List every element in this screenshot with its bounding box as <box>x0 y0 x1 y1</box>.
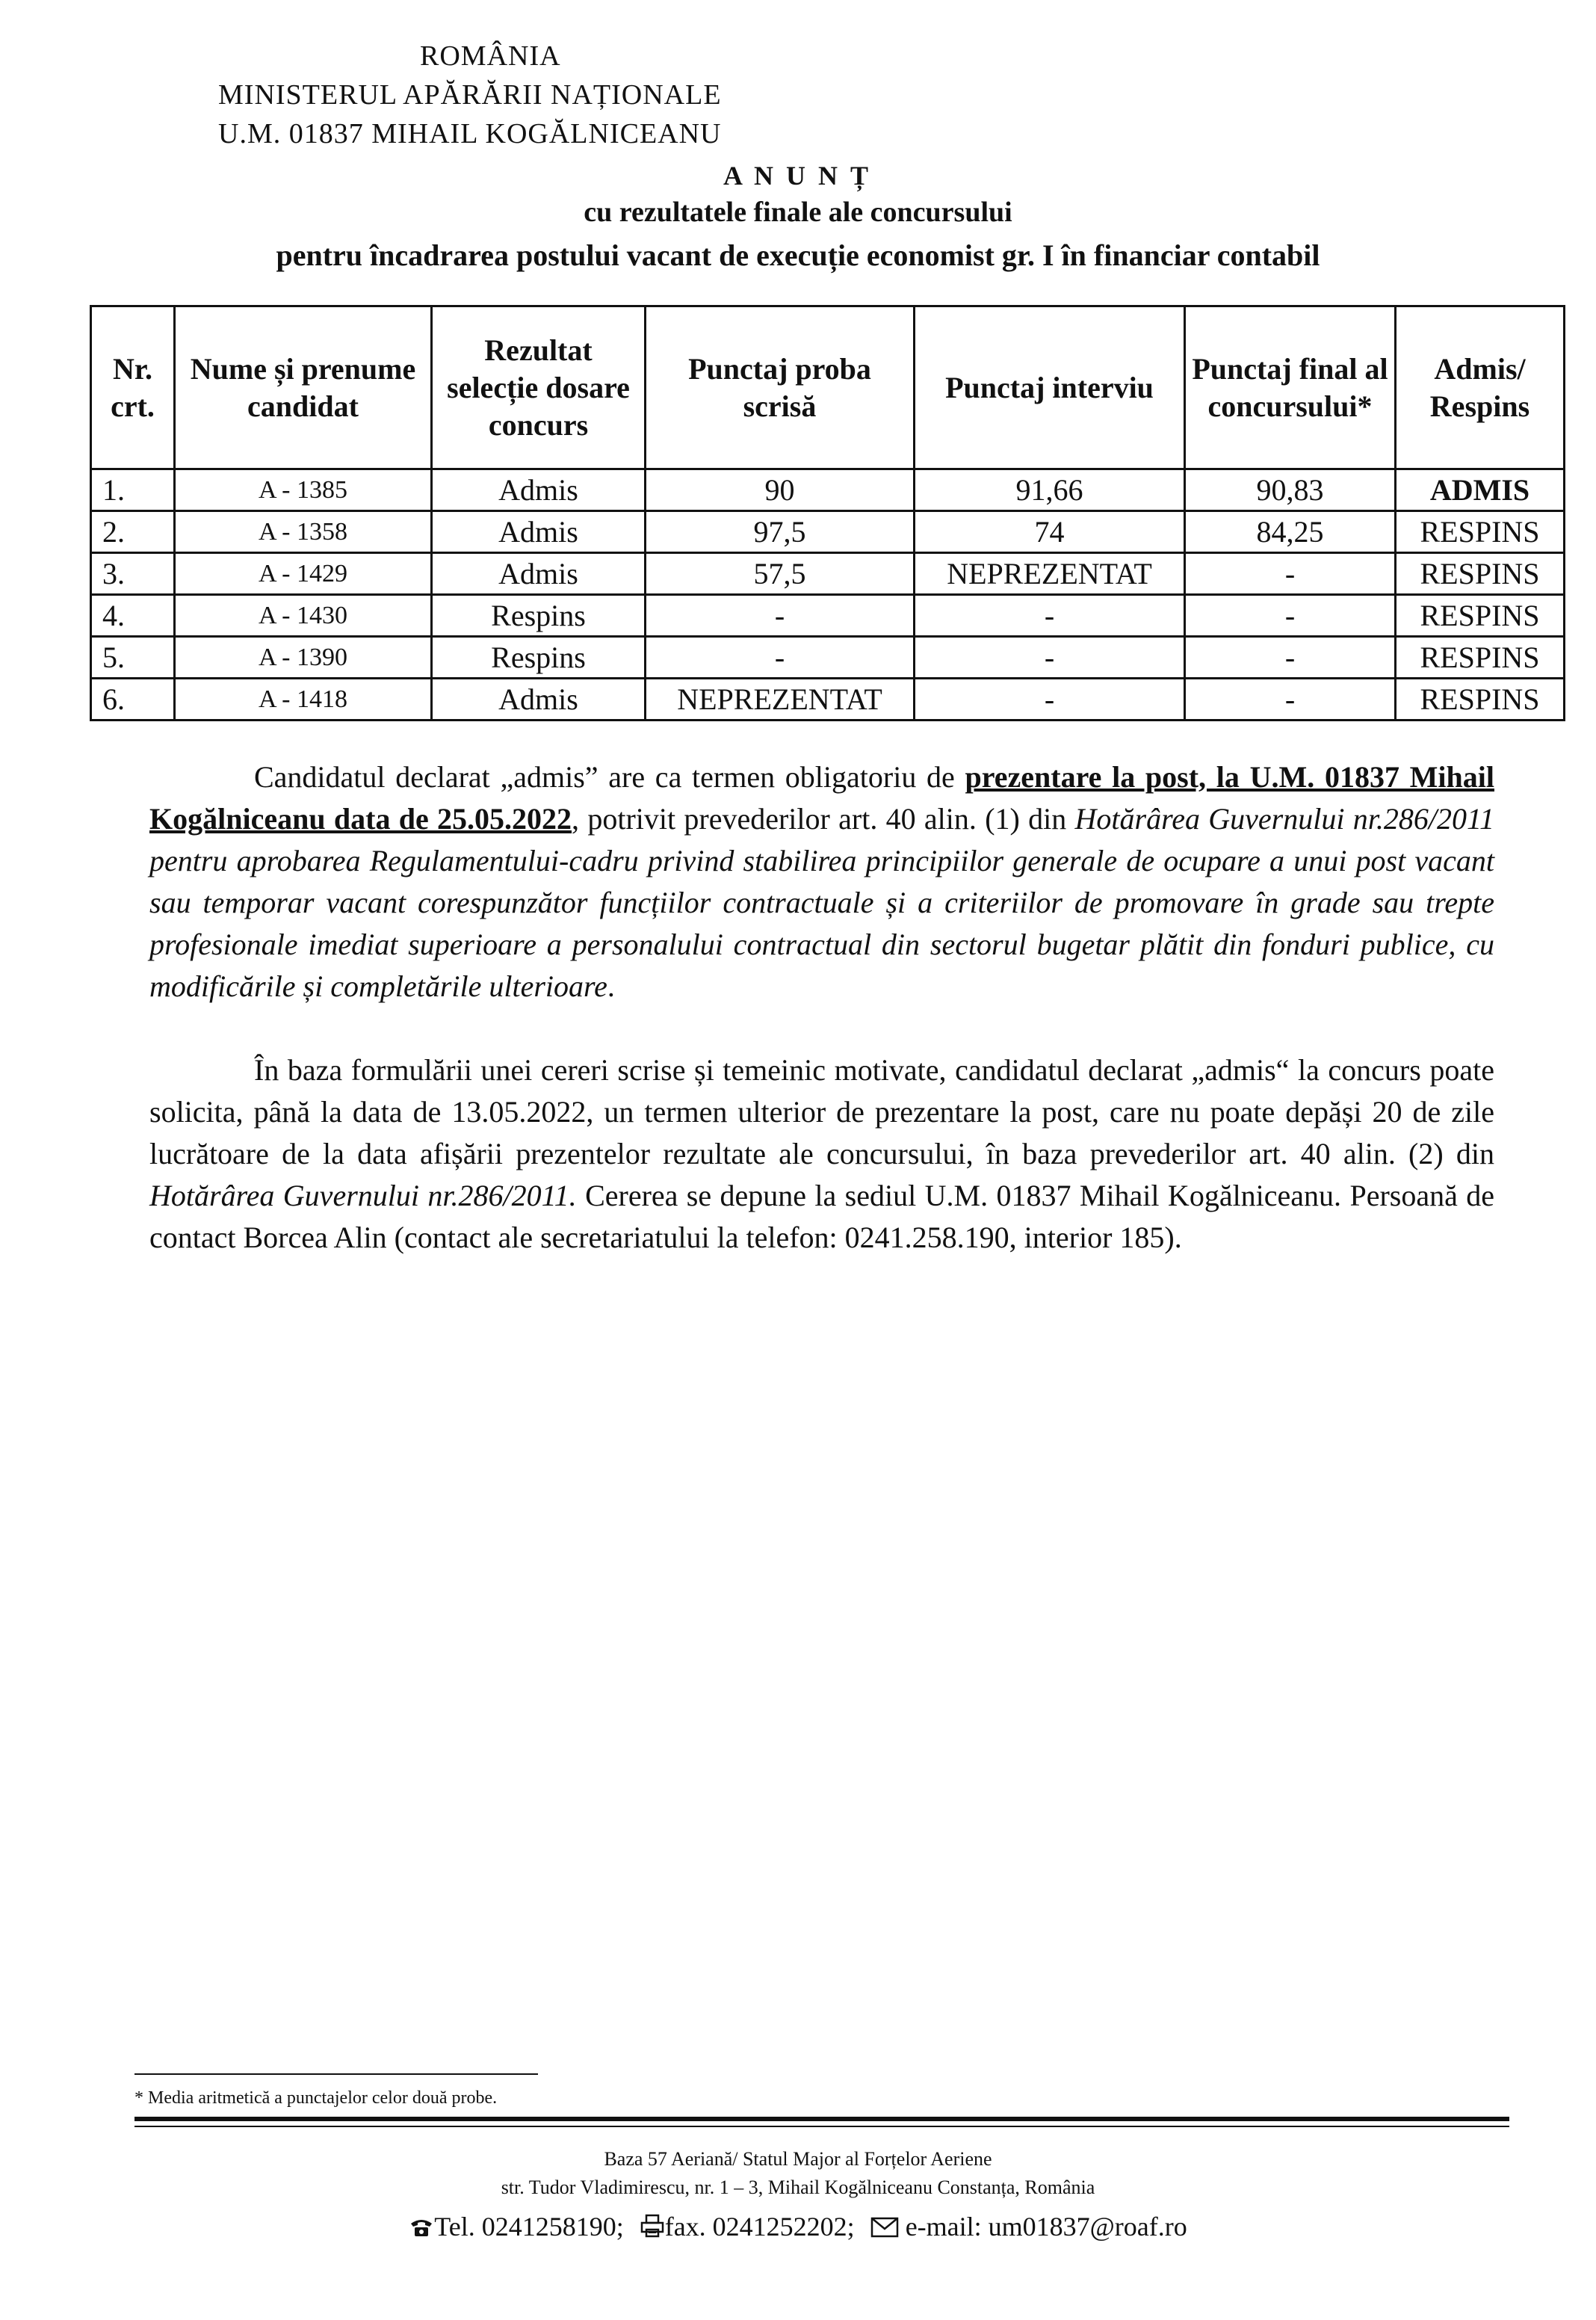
cell-scrisa: 97,5 <box>646 511 915 553</box>
para1-text-1: Candidatul declarat „admis” are ca termen obligatoriu de <box>254 760 965 794</box>
header-unit: U.M. 01837 MIHAIL KOGĂLNICEANU <box>218 118 722 149</box>
cell-rezultat: Admis <box>432 679 646 721</box>
cell-status: RESPINS <box>1396 679 1565 721</box>
cell-cod: A - 1385 <box>175 469 432 511</box>
para1-deadline: prezentare la post, la U.M. 01837 Mihail Kogălniceanu data de 25.05.2022 <box>149 760 1494 836</box>
para1-text-3: . <box>607 969 615 1003</box>
cell-nr: 2. <box>91 511 175 553</box>
para2-law-reference: Hotărârea Guvernului nr.286/2011. <box>149 1179 577 1212</box>
cell-interviu: NEPREZENTAT <box>915 553 1185 595</box>
footer-email: e-mail: um01837@roaf.ro <box>905 2212 1187 2242</box>
table-row <box>91 595 1565 637</box>
footnote: * Media aritmetică a punctajelor celor două probe. <box>134 2088 498 2108</box>
header-ministry: MINISTERUL APĂRĂRII NAȚIONALE <box>218 79 722 111</box>
para1-law-reference: Hotărârea Guvernului nr.286/2011 pentru aprobarea Regulamentului-cadru privind stabilirea principiilor generale de ocupare a unui post vacant sau temporar vacant corespunzător funcțiilor contractuale și a criteriilor de promovare în grade sau trepte profesionale imediat superioare a personalului contractual din sectorul bugetar plătit din fonduri publice, cu modificările și completările ulterioare <box>149 802 1495 1003</box>
cell-status: RESPINS <box>1396 595 1565 637</box>
cell-status: ADMIS <box>1396 469 1565 511</box>
header-rezultat: Rezultat selecție dosare concurs <box>432 306 646 469</box>
table-row <box>91 469 1565 511</box>
table-row <box>91 553 1565 595</box>
table-header-row <box>91 306 1565 469</box>
cell-scrisa: 90 <box>646 469 915 511</box>
cell-cod: A - 1429 <box>175 553 432 595</box>
cell-cod: A - 1358 <box>175 511 432 553</box>
footer-phone: Tel. 0241258190; <box>434 2212 624 2242</box>
cell-scrisa: NEPREZENTAT <box>646 679 915 721</box>
table-row <box>91 511 1565 553</box>
cell-nr: 5. <box>91 637 175 679</box>
cell-interviu: 74 <box>915 511 1185 553</box>
cell-nr: 1. <box>91 469 175 511</box>
fax-icon <box>640 2213 665 2245</box>
cell-scrisa: - <box>646 637 915 679</box>
footer-address: str. Tudor Vladimirescu, nr. 1 – 3, Mihail Kogălniceanu Constanța, România <box>501 2176 1095 2198</box>
title-line-2: pentru încadrarea postului vacant de execuție economist gr. I în financiar contabil <box>276 238 1320 272</box>
cell-scrisa: 57,5 <box>646 553 915 595</box>
footer-base: Baza 57 Aeriană/ Statul Major al Forțelor Aeriene <box>604 2148 992 2170</box>
cell-final: 90,83 <box>1185 469 1396 511</box>
footer-fax: fax. 0241252202; <box>664 2212 855 2242</box>
cell-cod: A - 1390 <box>175 637 432 679</box>
header-admis: Admis/ Respins <box>1396 306 1565 469</box>
cell-nr: 6. <box>91 679 175 721</box>
cell-scrisa: - <box>646 595 915 637</box>
cell-rezultat: Admis <box>432 469 646 511</box>
cell-final: - <box>1185 637 1396 679</box>
cell-status: RESPINS <box>1396 637 1565 679</box>
header-scrisa: Punctaj proba scrisă <box>646 306 915 469</box>
cell-interviu: - <box>915 637 1185 679</box>
para2-text-1: În baza formulării unei cereri scrise și temeinic motivate, candidatul declarat „admis“ la concurs poate solicita, până la data de 13.05.2022, un termen ulterior de prezentare la post, care nu poate depăși 20 de zile lucrătoare de la data afișării prezentelor rezultate ale concursului, în baza prevederilor art. 40 alin. (2) din <box>149 1053 1494 1170</box>
footer-contacts <box>0 2211 1596 2245</box>
para2-text-2: Cererea se depune la sediul U.M. 01837 Mihail Kogălniceanu. Persoană de contact Borcea Alin (contact ale secretariatului la telefon: 0241.258.190, interior 185). <box>149 1179 1495 1254</box>
results-table <box>90 305 1565 721</box>
phone-icon <box>409 2214 434 2245</box>
paragraph-admitted <box>149 756 1494 1008</box>
cell-interviu: - <box>915 679 1185 721</box>
cell-final: - <box>1185 679 1396 721</box>
cell-rezultat: Admis <box>432 511 646 553</box>
cell-interviu: - <box>915 595 1185 637</box>
table-row <box>91 637 1565 679</box>
cell-rezultat: Respins <box>432 595 646 637</box>
table-row <box>91 679 1565 721</box>
header-interviu: Punctaj interviu <box>915 306 1185 469</box>
header-nr: Nr. crt. <box>91 306 175 469</box>
header-nume: Nume și prenume candidat <box>175 306 432 469</box>
cell-rezultat: Admis <box>432 553 646 595</box>
header-final: Punctaj final al concursului* <box>1185 306 1396 469</box>
cell-final: 84,25 <box>1185 511 1396 553</box>
para1-text-2: , potrivit prevederilor art. 40 alin. (1) din <box>572 802 1075 836</box>
cell-status: RESPINS <box>1396 553 1565 595</box>
cell-final: - <box>1185 595 1396 637</box>
cell-rezultat: Respins <box>432 637 646 679</box>
footnote-divider <box>134 2073 538 2075</box>
header-country: ROMÂNIA <box>420 40 561 72</box>
announcement-title: A N U N Ț <box>723 161 872 191</box>
cell-cod: A - 1418 <box>175 679 432 721</box>
footer-divider-thick <box>134 2117 1509 2121</box>
envelope-icon <box>870 2214 899 2245</box>
cell-final: - <box>1185 553 1396 595</box>
title-line-1: cu rezultatele finale ale concursului <box>584 197 1012 228</box>
paragraph-postponement <box>149 1049 1494 1259</box>
cell-status: RESPINS <box>1396 511 1565 553</box>
cell-nr: 3. <box>91 553 175 595</box>
cell-nr: 4. <box>91 595 175 637</box>
cell-cod: A - 1430 <box>175 595 432 637</box>
cell-interviu: 91,66 <box>915 469 1185 511</box>
footer-divider-thin <box>134 2126 1509 2127</box>
